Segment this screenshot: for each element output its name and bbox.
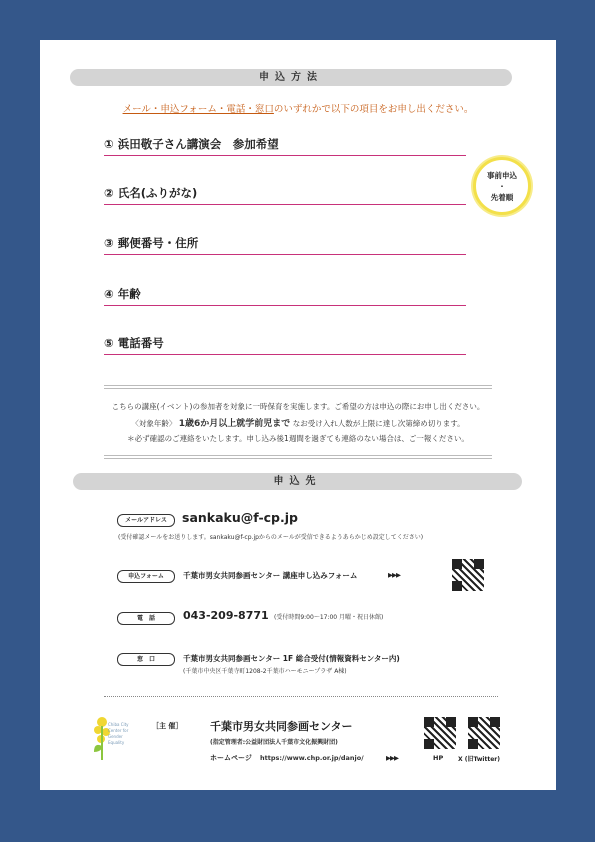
divider-top	[104, 385, 492, 386]
hp-label: HP	[433, 754, 444, 762]
form-pill: 申込フォーム	[117, 570, 175, 583]
phone-pill: 電 話	[117, 612, 175, 625]
x-label: X (旧Twitter)	[458, 756, 500, 763]
age-label: 〈対象年齢〉	[131, 419, 177, 428]
badge-line1: 事前申込	[487, 170, 517, 180]
badge-line3: 先着順	[490, 192, 514, 202]
phone-number[interactable]: 043-209-8771	[183, 609, 269, 622]
flyer-sheet	[40, 40, 556, 790]
x-qr-code[interactable]	[467, 716, 501, 750]
intro-highlight: メール・申込フォーム・電話・窓口	[122, 104, 274, 115]
age-note: なお受け入れ人数が上限に達し次第締め切ります。	[292, 419, 465, 428]
childcare-age	[40, 416, 556, 429]
contact-heading: 申込先	[73, 473, 522, 490]
item-event: ① 浜田敬子さん講演会 参加希望	[104, 136, 466, 156]
email-pill: メールアドレス	[117, 514, 175, 527]
apply-intro	[40, 101, 556, 115]
org-manager: (指定管理者:公益財団法人千葉市文化振興財団)	[210, 739, 338, 746]
phone-note: (受付時間9:00～17:00 月曜・祝日休館)	[274, 614, 384, 621]
window-pill: 窓 口	[117, 653, 175, 666]
window-address: (千葉市中央区千葉寺町1208-2千葉市ハーモニープラザ A棟)	[183, 668, 347, 675]
apply-method-heading: 申込方法	[70, 69, 512, 86]
homepage-label: ホームページ	[210, 754, 252, 762]
item-name: ② 氏名(ふりがな)	[104, 185, 466, 205]
hp-qr-code[interactable]	[423, 716, 457, 750]
host-label: ［主 催］	[152, 722, 183, 730]
item-phone: ⑤ 電話番号	[104, 335, 466, 355]
email-address[interactable]: sankaku@f-cp.jp	[182, 510, 298, 525]
age-value: 1歳6か月以上就学前児まで	[178, 419, 291, 429]
homepage-url[interactable]: https://www.chp.or.jp/danjo/	[260, 754, 364, 762]
childcare-line3: ＊必ず確認のご連絡をいたします。申し込み後1週間を過ぎても連絡のない場合は、ご一報ください。	[127, 434, 469, 443]
item-address: ③ 郵便番号・住所	[104, 235, 466, 255]
email-note: (受付確認メールをお送りします。sankaku@f-cp.jpからのメールが受信できるようあらかじめ設定してください)	[118, 534, 424, 541]
intro-rest: のいずれかで以下の項目をお申し出ください。	[273, 104, 474, 115]
window-text: 千葉市男女共同参画センター 1F 総合受付(情報資料センター内)	[183, 654, 400, 663]
divider-bottom	[104, 455, 492, 456]
homepage-arrows: ▶▶▶	[386, 754, 398, 762]
form-link[interactable]: 千葉市男女共同参画センター 講座申し込みフォーム	[183, 571, 358, 580]
childcare-line1: こちらの講座(イベント)の参加者を対象に一時保育を実施します。ご希望の方は申込の際にお申し出ください。	[111, 402, 485, 411]
first-come-badge	[473, 157, 531, 215]
logo-text: Chiba City Center for Gender Equality	[108, 722, 129, 745]
footer-divider	[104, 696, 498, 697]
org-name: 千葉市男女共同参画センター	[210, 720, 353, 733]
form-arrows: ▶▶▶	[388, 571, 400, 579]
badge-line2: ・	[498, 181, 506, 191]
form-qr-code[interactable]	[451, 558, 485, 592]
item-age: ④ 年齢	[104, 286, 466, 306]
